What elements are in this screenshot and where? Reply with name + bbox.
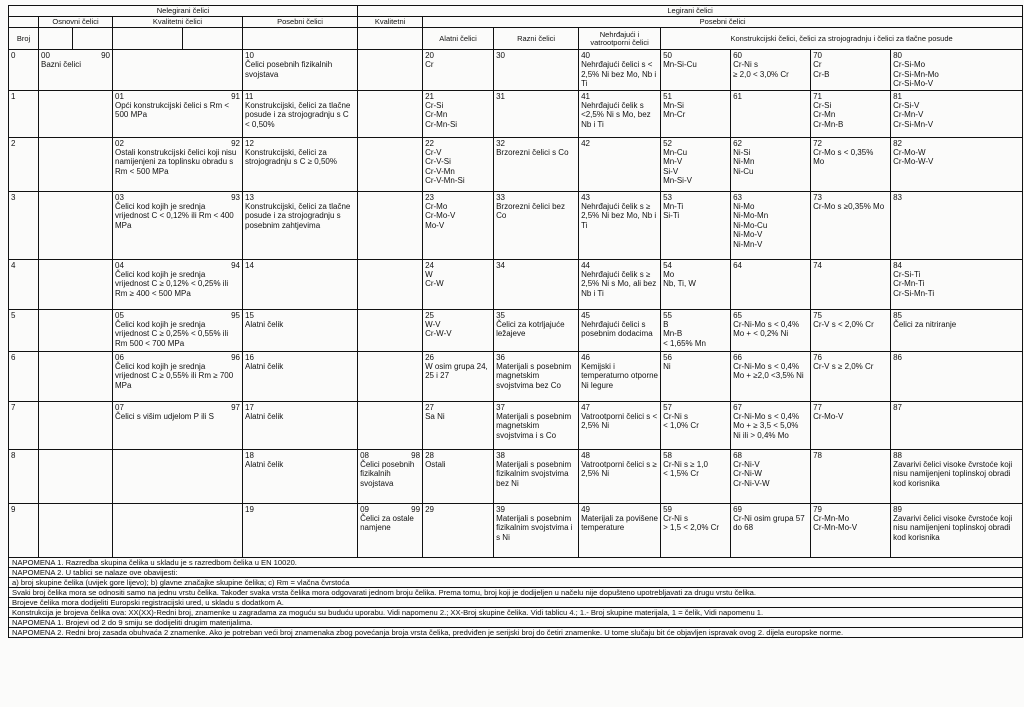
notes-section	[9, 557, 1023, 637]
group-cell-c40	[579, 137, 661, 191]
group-cell-c60-text: 63 Ni-Mo Ni-Mo-Mn Ni-Mo-Cu Ni-Mo-V Ni-Mn-V	[733, 192, 769, 249]
row-number-text: 7	[11, 402, 16, 412]
row-number-text: 1	[11, 91, 16, 101]
group-cell-c80	[891, 50, 1023, 91]
kvalitetni-legirani-cell	[358, 259, 423, 309]
group-cell-c20-text: 27 Sa Ni	[425, 402, 445, 422]
kvalitetni-cell-codes	[115, 92, 240, 101]
group-cell-c70	[811, 309, 891, 351]
note-row	[9, 557, 1023, 567]
group-cell-c50-text: 58 Cr-Ni s ≥ 1,0 < 1,5% Cr	[663, 450, 708, 479]
row-number-text: 3	[11, 192, 16, 202]
osnovni-cell	[39, 191, 113, 259]
posebni-cell	[243, 90, 358, 137]
group-cell-c20-text: 21 Cr-Si Cr-Mn Cr-Mn-Si	[425, 91, 458, 129]
group-cell-c30-text: 33 Brzorezni čelici bez Co	[496, 192, 565, 221]
group-cell-c30	[494, 50, 579, 91]
posebni-cell-text: 15 Alatni čelik	[245, 310, 284, 330]
group-cell-c40	[579, 503, 661, 557]
group-cell-c60-text: 69 Cr-Ni osim grupa 57 do 68	[733, 504, 805, 533]
kvalitetni-legirani-cell	[358, 449, 423, 503]
group-cell-c70-text: 70 Cr Cr-B	[813, 51, 830, 79]
group-cell-c80-text: 89 Zavarivi čelici visoke čvrstoće koji nisu namijenjeni toplinskoj obradi kod korisnika	[893, 504, 1013, 542]
group-cell-c80	[891, 401, 1023, 449]
osnovni-cell	[39, 309, 113, 351]
kvalitetni-cell-code-a: 04	[115, 260, 124, 270]
group-cell-c60-text: 61	[733, 91, 742, 101]
group-cell-c50-text: 53 Mn-Ti Si-Ti	[663, 192, 684, 221]
group-cell-c60	[731, 309, 811, 351]
group-cell-c30	[494, 259, 579, 309]
kvalitetni-cell-code-b: 94	[231, 260, 240, 270]
group-cell-c80-text: 80 Cr-Si-Mo Cr-Si-Mn-Mo Cr-Si-Mo-V	[893, 51, 939, 89]
kvalitetni-cell-codes	[115, 311, 240, 320]
osnovni-cell	[39, 449, 113, 503]
group-cell-c20-text: 22 Cr-V Cr-V-Si Cr-V-Mn Cr-V-Mn-Si	[425, 138, 465, 186]
row-number-text: 0	[11, 51, 16, 60]
kvalitetni-cell-code-a: 01	[115, 91, 124, 101]
kvalitetni-legirani-cell-text: Čelici posebnih fizikalnih svojstava	[360, 460, 415, 488]
group-cell-c80	[891, 309, 1023, 351]
group-cell-c30	[494, 137, 579, 191]
group-cell-c60-text: 68 Cr-Ni-V Cr-Ni-W Cr-Ni-V-W	[733, 450, 770, 488]
group-cell-c80	[891, 90, 1023, 137]
kvalitetni-cell-text: Opći konstrukcijski čelici s Rm < 500 MPa	[115, 101, 230, 120]
kvalitetni-cell-code-a: 06	[115, 352, 124, 362]
header-nelegirani: Nelegirani čelici	[9, 6, 358, 17]
kvalitetni-cell-codes	[115, 193, 240, 202]
group-cell-c20	[423, 449, 494, 503]
note-text: NAPOMENA 1. Razredba skupina čelika u skladu je s razredbom čelika u EN 10020.	[9, 557, 1023, 567]
note-text: Svaki broj čelika mora se odnositi samo na jednu vrstu čelika. Također svaka vrsta čelika mora odgovarati jednom broju čelika. Prema tomu, broj koji je dodijeljen u načelu nije dopušteno upotrebljavati za drugu vrstu čelika.	[9, 587, 1023, 597]
group-cell-c20	[423, 191, 494, 259]
posebni-cell-text: 19	[245, 504, 254, 514]
group-cell-c40-text: 42	[581, 138, 590, 148]
row-number	[9, 90, 39, 137]
group-cell-c60	[731, 449, 811, 503]
kvalitetni-legirani-cell-code-b: 98	[411, 450, 421, 460]
group-cell-c30-text: 32 Brzorezni čelici s Co	[496, 138, 569, 158]
group-cell-c60-text: 60 Cr-Ni s ≥ 2,0 < 3,0% Cr	[733, 51, 789, 79]
group-cell-c50	[661, 449, 731, 503]
group-cell-c20-text: 29	[425, 504, 434, 514]
header-razni: Razni čelici	[494, 28, 579, 50]
row-number	[9, 309, 39, 351]
group-cell-c60	[731, 90, 811, 137]
group-cell-c70	[811, 259, 891, 309]
kvalitetni-cell-text: Čelici kod kojih je srednja vrijednost C ≥ 0,12% < 0,25% ili Rm ≥ 400 < 500 MPa	[115, 270, 229, 298]
kvalitetni-legirani-cell-text: Čelici za ostale namjene	[360, 514, 414, 533]
group-cell-c70	[811, 191, 891, 259]
table-row	[9, 503, 1023, 557]
group-cell-c40	[579, 50, 661, 91]
group-cell-c50-text: 54 Mo Nb, Ti, W	[663, 260, 696, 289]
note-row	[9, 587, 1023, 597]
group-cell-c30	[494, 401, 579, 449]
row-number-text: 2	[11, 138, 16, 148]
group-cell-c80-text: 82 Cr-Mo-W Cr-Mo-W-V	[893, 138, 934, 167]
group-cell-c40	[579, 449, 661, 503]
group-cell-c70	[811, 503, 891, 557]
kvalitetni-cell-codes	[115, 261, 240, 270]
posebni-cell	[243, 259, 358, 309]
row-number	[9, 191, 39, 259]
group-cell-c80	[891, 137, 1023, 191]
posebni-cell	[243, 50, 358, 91]
row-number-text: 8	[11, 450, 16, 460]
table-body	[9, 50, 1023, 558]
kvalitetni-cell-text: Čelici s višim udjelom P ili S	[115, 412, 214, 422]
group-cell-c40-text: 49 Materijali za povišene temperature	[581, 504, 658, 533]
group-cell-c80-text: 88 Zavarivi čelici visoke čvrstoće koji nisu namijenjeni toplinskoj obradi kod korisnika	[893, 450, 1013, 488]
group-cell-c70	[811, 351, 891, 401]
posebni-cell-text: 18 Alatni čelik	[245, 450, 284, 470]
group-cell-c50	[661, 137, 731, 191]
group-cell-c70	[811, 401, 891, 449]
posebni-cell	[243, 191, 358, 259]
group-cell-c20	[423, 503, 494, 557]
note-text: NAPOMENA 2. Redni broj zasada obuhvaća 2 znamenke. Ako je potreban veći broj znamenaka zbog povećanja broja vrsta čelika, predviđen je serijski broj do četiri znamenke. U tome slučaju bit će objavljen ispravak ovog 2. dijela europske norme.	[9, 627, 1023, 637]
osnovni-cell-code-a: 00	[41, 51, 50, 60]
kvalitetni-legirani-cell	[358, 137, 423, 191]
group-cell-c20-text: 26 W osim grupa 24, 25 i 27	[425, 352, 488, 381]
group-cell-c30	[494, 449, 579, 503]
group-cell-c80-text: 84 Cr-Si-Ti Cr-Mn-Ti Cr-Si-Mn-Ti	[893, 260, 935, 298]
group-cell-c40	[579, 351, 661, 401]
group-cell-c40-text: 44 Nehrđajući čelik s ≥ 2,5% Ni s Mo, ali bez Nb i Ti	[581, 260, 657, 298]
table-row	[9, 309, 1023, 351]
note-row	[9, 607, 1023, 617]
group-cell-c60-text: 64	[733, 260, 742, 270]
group-cell-c60-text: 67 Cr-Ni-Mo s < 0,4% Mo + ≥ 3,5 < 5,0% Ni ili > 0,4% Mo	[733, 402, 800, 440]
kvalitetni-cell-codes	[115, 403, 240, 412]
kvalitetni-cell	[113, 503, 243, 557]
group-cell-c60-text: 65 Cr-Ni-Mo s < 0,4% Mo + < 0,2% Ni	[733, 310, 800, 339]
row-number	[9, 449, 39, 503]
group-cell-c30-text: 39 Materijali s posebnim fizikalnim svojstvima i s Ni	[496, 504, 573, 542]
row-number	[9, 50, 39, 91]
row-number-text: 5	[11, 310, 16, 320]
note-row	[9, 617, 1023, 627]
group-cell-c50-text: 57 Cr-Ni s < 1,0% Cr	[663, 402, 699, 431]
kvalitetni-legirani-cell	[358, 90, 423, 137]
group-cell-c80	[891, 503, 1023, 557]
note-row	[9, 567, 1023, 577]
note-row	[9, 577, 1023, 587]
group-cell-c20	[423, 90, 494, 137]
group-cell-c20-text: 23 Cr-Mo Cr-Mo-V Mo-V	[425, 192, 456, 230]
group-cell-c70	[811, 50, 891, 91]
row-number-text: 9	[11, 504, 16, 514]
posebni-cell	[243, 503, 358, 557]
group-cell-c20	[423, 50, 494, 91]
kvalitetni-legirani-cell	[358, 351, 423, 401]
group-cell-c50-text: 51 Mn-Si Mn-Cr	[663, 91, 686, 120]
group-cell-c60	[731, 137, 811, 191]
posebni-cell	[243, 137, 358, 191]
kvalitetni-cell	[113, 50, 243, 91]
group-cell-c20-text: 28 Ostali	[425, 450, 446, 470]
kvalitetni-cell-code-b: 93	[231, 192, 240, 202]
group-cell-c30-text: 31	[496, 91, 505, 101]
group-cell-c60	[731, 401, 811, 449]
osnovni-cell	[39, 351, 113, 401]
group-cell-c50	[661, 191, 731, 259]
osnovni-cell-text: Bazni čelici	[41, 60, 82, 70]
group-cell-c30	[494, 191, 579, 259]
kvalitetni-cell-code-b: 91	[231, 91, 240, 101]
header-posebni: Posebni čelici	[243, 17, 358, 28]
kvalitetni-legirani-cell-code-a: 09	[360, 504, 369, 514]
posebni-cell	[243, 449, 358, 503]
group-cell-c70-text: 73 Cr-Mo s ≥0,35% Mo	[813, 192, 885, 212]
header-alatni: Alatni čelici	[423, 28, 494, 50]
kvalitetni-cell-codes	[115, 139, 240, 148]
row-number	[9, 259, 39, 309]
group-cell-c50-text: 56 Ni	[663, 352, 672, 372]
note-row	[9, 597, 1023, 607]
header-konstrukcijski: Konstrukcijski čelici, čelici za strojogradnju i čelici za tlačne posude	[661, 28, 1023, 50]
group-cell-c50-text: 52 Mn-Cu Mn-V Si-V Mn-Si-V	[663, 138, 692, 186]
table-row	[9, 50, 1023, 91]
group-cell-c40-text: 47 Vatrootporni čelici s < 2,5% Ni	[581, 402, 658, 431]
kvalitetni-cell	[113, 449, 243, 503]
osnovni-cell	[39, 137, 113, 191]
posebni-cell-text: 14	[245, 260, 254, 270]
group-cell-c80-text: 81 Cr-Si-V Cr-Mn-V Cr-Si-Mn-V	[893, 91, 934, 129]
kvalitetni-legirani-cell	[358, 50, 423, 91]
group-cell-c40	[579, 401, 661, 449]
header-legirani: Legirani čelici	[358, 6, 1023, 17]
kvalitetni-cell	[113, 309, 243, 351]
table-row	[9, 401, 1023, 449]
kvalitetni-legirani-cell-code-b: 99	[411, 504, 421, 514]
group-cell-c80	[891, 351, 1023, 401]
group-cell-c40-text: 40 Nehrđajući čelici s < 2,5% Ni bez Mo, Nb i Ti	[581, 51, 657, 89]
group-cell-c50	[661, 309, 731, 351]
group-cell-c40-text: 45 Nehrđajući čelici s posebnim dodacima	[581, 310, 653, 339]
kvalitetni-cell-code-a: 07	[115, 402, 124, 412]
group-cell-c60-text: 66 Cr-Ni-Mo s < 0,4% Mo + ≥2,0 <3,5% Ni	[733, 352, 804, 381]
row-number-text: 4	[11, 260, 16, 270]
kvalitetni-cell-code-b: 97	[231, 402, 240, 412]
group-cell-c80-text: 87	[893, 402, 902, 412]
group-cell-c30	[494, 90, 579, 137]
note-text: NAPOMENA 1. Brojevi od 2 do 9 smiju se dodijeliti drugim materijalima.	[9, 617, 1023, 627]
table-row	[9, 449, 1023, 503]
group-cell-c70-text: 74	[813, 260, 822, 270]
group-cell-c50	[661, 503, 731, 557]
group-cell-c70-text: 71 Cr-Si Cr-Mn Cr-Mn-B	[813, 91, 844, 129]
steel-groups-table	[8, 5, 1023, 638]
row-number	[9, 351, 39, 401]
row-number	[9, 137, 39, 191]
group-cell-c70-text: 76 Cr-V s ≥ 2,0% Cr	[813, 352, 874, 372]
kvalitetni-legirani-cell	[358, 503, 423, 557]
group-cell-c50-text: 50 Mn-Si-Cu	[663, 51, 697, 70]
group-cell-c30	[494, 309, 579, 351]
group-cell-c40	[579, 259, 661, 309]
kvalitetni-cell	[113, 90, 243, 137]
group-cell-c50	[661, 90, 731, 137]
kvalitetni-cell-codes	[115, 353, 240, 362]
group-cell-c70	[811, 449, 891, 503]
group-cell-c30-text: 36 Materijali s posebnim magnetskim svojstvima bez Co	[496, 352, 572, 390]
posebni-cell-text: 10 Čelici posebnih fizikalnih svojstava	[245, 51, 333, 79]
group-cell-c50-text: 59 Cr-Ni s > 1,5 < 2,0% Cr	[663, 504, 720, 533]
group-cell-c70-text: 79 Cr-Mn-Mo Cr-Mn-Mo-V	[813, 504, 858, 533]
osnovni-cell	[39, 401, 113, 449]
group-cell-c60	[731, 191, 811, 259]
table-row	[9, 137, 1023, 191]
kvalitetni-cell-code-a: 03	[115, 192, 124, 202]
kvalitetni-cell-text: Čelici kod kojih je srednja vrijednost C ≥ 0,55% ili Rm ≥ 700 MPa	[115, 362, 234, 390]
posebni-cell-text: 12 Konstrukcijski, čelici za strojogradnju s C ≥ 0,50%	[245, 138, 337, 167]
group-cell-c50	[661, 259, 731, 309]
group-cell-c20-text: 20 Cr	[425, 51, 434, 70]
group-cell-c60	[731, 503, 811, 557]
group-cell-c80-text: 83	[893, 192, 902, 202]
group-cell-c80-text: 86	[893, 352, 902, 362]
table-row	[9, 351, 1023, 401]
group-cell-c20	[423, 137, 494, 191]
kvalitetni-cell-code-b: 96	[231, 352, 240, 362]
group-cell-c20	[423, 309, 494, 351]
header-kvalitetni: Kvalitetni čelici	[113, 17, 243, 28]
kvalitetni-legirani-cell	[358, 191, 423, 259]
kvalitetni-cell-code-a: 05	[115, 310, 124, 320]
kvalitetni-legirani-cell-code-a: 08	[360, 450, 369, 460]
osnovni-cell	[39, 259, 113, 309]
group-cell-c30	[494, 503, 579, 557]
row-number-text: 6	[11, 352, 16, 362]
group-cell-c20	[423, 259, 494, 309]
kvalitetni-cell	[113, 351, 243, 401]
kvalitetni-cell	[113, 259, 243, 309]
osnovni-cell	[39, 90, 113, 137]
kvalitetni-cell	[113, 401, 243, 449]
group-cell-c80-text: 85 Čelici za nitriranje	[893, 310, 957, 330]
group-cell-c50	[661, 351, 731, 401]
group-cell-c30-text: 30	[496, 51, 505, 60]
posebni-cell-text: 17 Alatni čelik	[245, 402, 284, 422]
posebni-cell	[243, 351, 358, 401]
group-cell-c40-text: 46 Kemijski i temperaturno otporne Ni legure	[581, 352, 658, 390]
kvalitetni-legirani-cell	[358, 401, 423, 449]
osnovni-cell	[39, 503, 113, 557]
kvalitetni-cell-code-b: 95	[231, 310, 240, 320]
kvalitetni-cell	[113, 191, 243, 259]
group-cell-c30-text: 37 Materijali s posebnim magnetskim svojstvima i s Co	[496, 402, 572, 440]
header-kvalitetni-legirani: Kvalitetni	[358, 17, 423, 28]
kvalitetni-legirani-cell-codes	[360, 505, 420, 514]
group-cell-c70-text: 77 Cr-Mo-V	[813, 402, 844, 422]
kvalitetni-legirani-cell	[358, 309, 423, 351]
table-row	[9, 90, 1023, 137]
note-text: Brojeve čelika mora dodijeliti Europski registracijski ured, u skladu s dodatkom A.	[9, 597, 1023, 607]
group-cell-c80	[891, 449, 1023, 503]
row-number	[9, 401, 39, 449]
group-cell-c80	[891, 191, 1023, 259]
note-row	[9, 627, 1023, 637]
group-cell-c50	[661, 50, 731, 91]
osnovni-cell	[39, 50, 113, 91]
kvalitetni-cell-text: Čelici kod kojih je srednja vrijednost C < 0,12% ili Rm < 400 MPa	[115, 202, 234, 230]
group-cell-c70-text: 78	[813, 450, 822, 460]
group-cell-c60	[731, 259, 811, 309]
table-row	[9, 191, 1023, 259]
group-cell-c40	[579, 90, 661, 137]
kvalitetni-cell-text: Ostali konstrukcijski čelici koji nisu namijenjeni za toplinsku obradu s Rm < 500 MPa	[115, 148, 237, 176]
note-text: NAPOMENA 2. U tablici se nalaze ove obavijesti:	[9, 567, 1023, 577]
group-cell-c70-text: 72 Cr-Mo s < 0,35% Mo	[813, 138, 874, 167]
group-cell-c30	[494, 351, 579, 401]
group-cell-c40-text: 41 Nehrđajući čelik s <2,5% Ni s Mo, bez Nb i Ti	[581, 91, 651, 129]
group-cell-c20-text: 25 W-V Cr-W-V	[425, 310, 452, 339]
group-cell-c20-text: 24 W Cr-W	[425, 260, 444, 289]
osnovni-cell-codes	[41, 51, 110, 60]
header-posebni-legirani: Posebni čelici	[423, 17, 1023, 28]
header-osnovni: Osnovni čelici	[39, 17, 113, 28]
posebni-cell-text: 11 Konstrukcijski, čelici za tlačne posude i za strojogradnju s C < 0,50%	[245, 91, 351, 129]
posebni-cell	[243, 309, 358, 351]
group-cell-c30-text: 35 Čelici za kotrljajuće ležajeve	[496, 310, 565, 339]
group-cell-c50-text: 55 B Mn-B < 1,65% Mn	[663, 310, 706, 348]
group-cell-c20	[423, 401, 494, 449]
group-cell-c20	[423, 351, 494, 401]
note-text: a) broj skupine čelika (uvijek gore lijevo); b) glavne značajke skupine čelika; c) Rm = vlačna čvrstoća	[9, 577, 1023, 587]
kvalitetni-cell-code-b: 92	[231, 138, 240, 148]
group-cell-c60	[731, 351, 811, 401]
group-cell-c40-text: 48 Vatrootporni čelici s ≥ 2,5% Ni	[581, 450, 657, 479]
kvalitetni-legirani-cell-codes	[360, 451, 420, 460]
note-text: Konstrukcija je brojeva čelika ova: XX(XX)-Redni broj, znamenke u zagradama za moguću su buduću uporabu. Vidi napomenu 2.; XX-Broj skupine čelika. Vidi tablicu 4.; 1.- Broj skupine materijala, 1 = čelik, Vidi napomenu 1.	[9, 607, 1023, 617]
group-cell-c50	[661, 401, 731, 449]
group-cell-c40	[579, 309, 661, 351]
header-broj: Broj	[9, 28, 39, 50]
group-cell-c40	[579, 191, 661, 259]
posebni-cell-text: 16 Alatni čelik	[245, 352, 284, 372]
header-nehrdjajuci: Nehrđajući i vatrootporni čelici	[579, 28, 661, 50]
row-number	[9, 503, 39, 557]
table-row	[9, 259, 1023, 309]
posebni-cell	[243, 401, 358, 449]
group-cell-c70	[811, 137, 891, 191]
group-cell-c30-text: 34	[496, 260, 505, 270]
group-cell-c40-text: 43 Nehrđajući čelik s ≥ 2,5% Ni bez Mo, Nb i Ti	[581, 192, 657, 230]
kvalitetni-cell-text: Čelici kod kojih je srednja vrijednost C ≥ 0,25% < 0,55% ili Rm 500 < 700 MPa	[115, 320, 229, 348]
osnovni-cell-code-b: 90	[101, 51, 110, 60]
posebni-cell-text: 13 Konstrukcijski, čelici za tlačne posude i za strojogradnju s posebnim zahtjevima	[245, 192, 351, 230]
group-cell-c30-text: 38 Materijali s posebnim fizikalnim svojstvima bez Ni	[496, 450, 572, 488]
group-cell-c60	[731, 50, 811, 91]
group-cell-c70	[811, 90, 891, 137]
group-cell-c80	[891, 259, 1023, 309]
group-cell-c70-text: 75 Cr-V s < 2,0% Cr	[813, 310, 874, 330]
kvalitetni-cell	[113, 137, 243, 191]
group-cell-c60-text: 62 Ni-Si Ni-Mn Ni-Cu	[733, 138, 755, 176]
kvalitetni-cell-code-a: 02	[115, 138, 124, 148]
